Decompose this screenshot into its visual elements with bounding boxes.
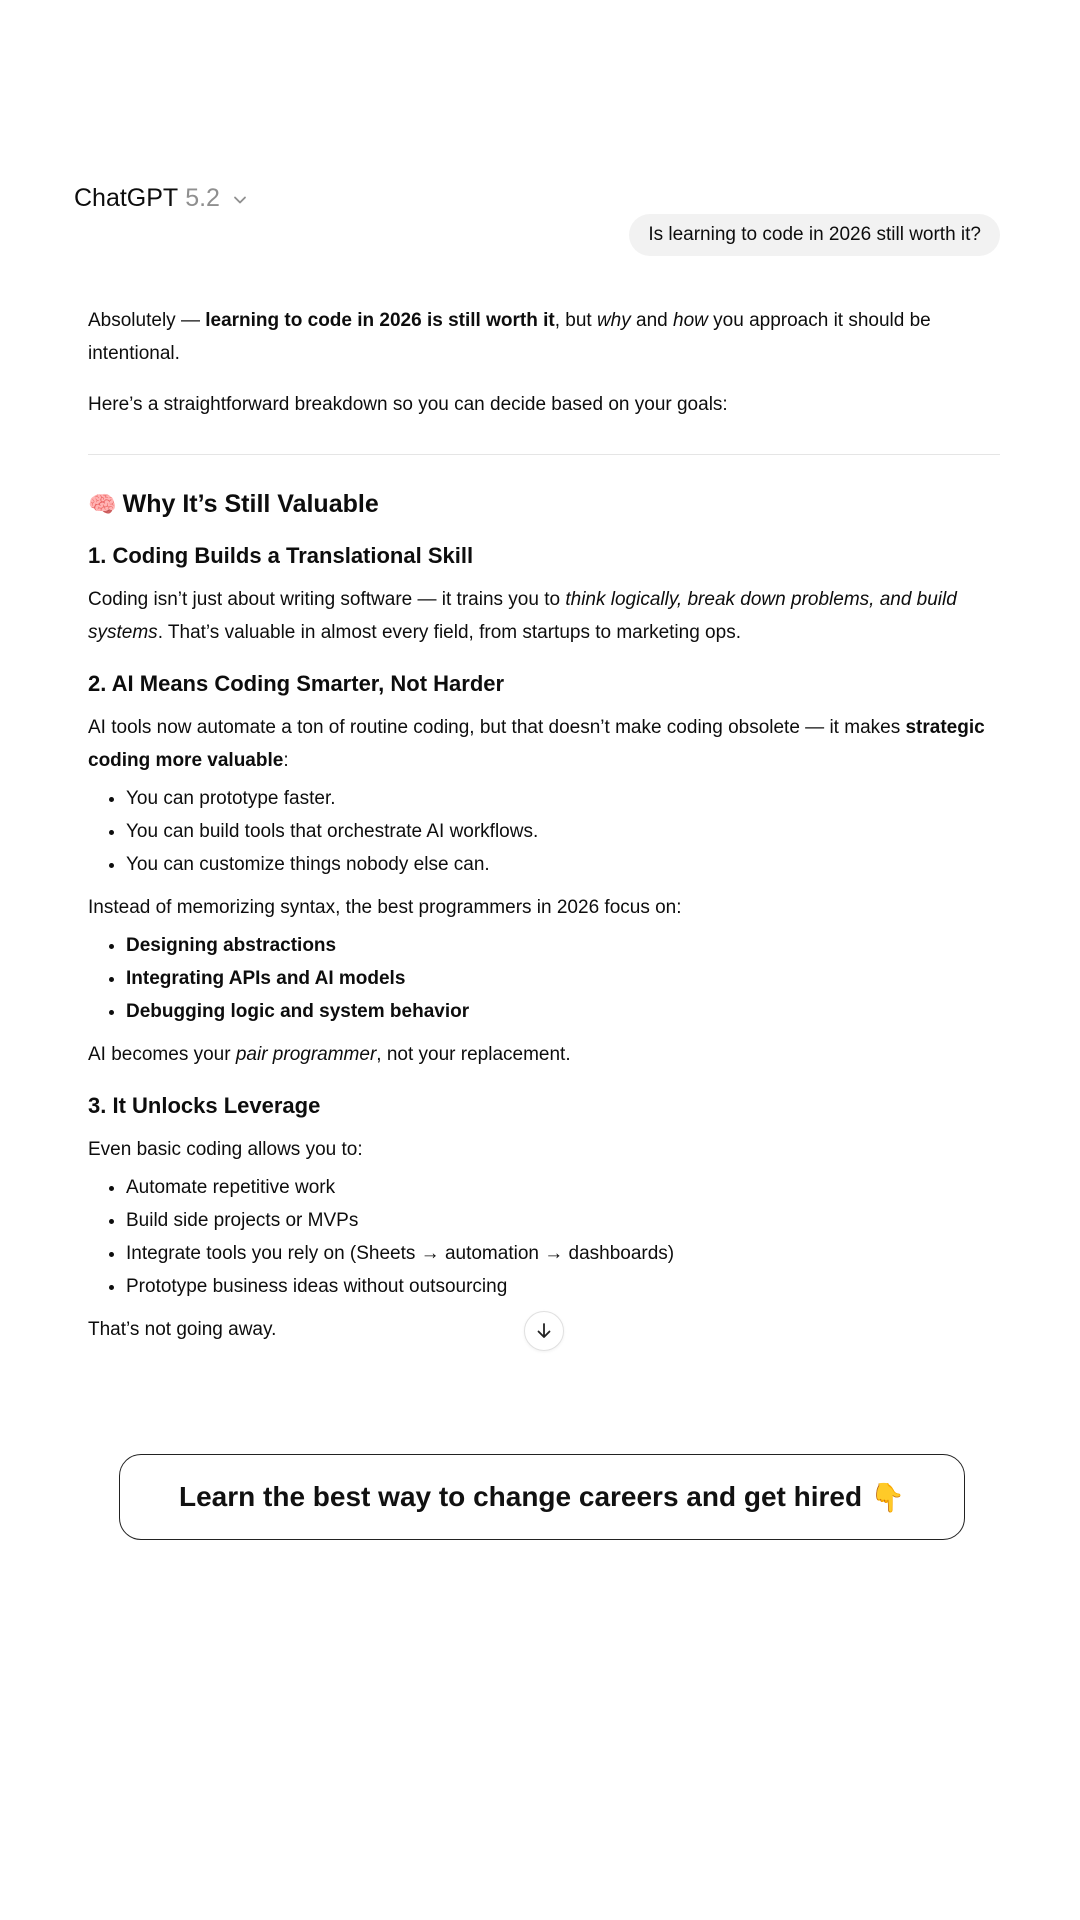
model-version: 5.2	[185, 184, 220, 212]
arrow-down-icon	[534, 1321, 554, 1341]
point-2-bullets	[88, 782, 1000, 881]
divider	[88, 454, 1000, 455]
breakdown-paragraph: Here’s a straightforward breakdown so you can decide based on your goals:	[88, 394, 728, 415]
list-item: • Integrate tools you rely on (Sheets → automation → dashboards)	[126, 1237, 1000, 1270]
point-3-bullets	[88, 1171, 1000, 1303]
list-item: • Debugging logic and system behavior	[126, 995, 1000, 1028]
point-3-title: 3. It Unlocks Leverage	[88, 1093, 321, 1118]
point-3-intro: Even basic coding allows you to:	[88, 1139, 363, 1160]
focus-bullets	[88, 929, 1000, 1028]
cta-banner[interactable]	[119, 1454, 965, 1540]
point-2-closing: AI becomes your pair programmer, not your replacement.	[88, 1044, 571, 1065]
list-item: • Prototype business ideas without outsourcing	[126, 1270, 1000, 1303]
section-heading	[88, 487, 1000, 521]
model-selector[interactable]	[74, 184, 250, 213]
point-1-paragraph: Coding isn’t just about writing software — it trains you to think logically, break down problems, and build systems. That’s valuable in almost every field, from startups to marketing ops.	[88, 589, 957, 643]
intro-paragraph: Absolutely — learning to code in 2026 is still worth it, but why and how you approach it should be intentional.	[88, 310, 931, 364]
chevron-down-icon	[230, 190, 250, 210]
list-item: • Build side projects or MVPs	[126, 1204, 1000, 1237]
cta-text: Learn the best way to change careers and get hired	[179, 1481, 863, 1512]
list-item: • Automate repetitive work	[126, 1171, 1000, 1204]
point-2-paragraph: AI tools now automate a ton of routine coding, but that doesn’t make coding obsolete — it makes strategic coding more valuable:	[88, 717, 985, 771]
list-item: • You can customize things nobody else can.	[126, 848, 1000, 881]
focus-intro: Instead of memorizing syntax, the best programmers in 2026 focus on:	[88, 897, 682, 918]
scroll-to-bottom-button[interactable]	[524, 1311, 564, 1351]
point-3-closing: That’s not going away.	[88, 1319, 277, 1340]
list-item: • Designing abstractions	[126, 929, 1000, 962]
list-item: • Integrating APIs and AI models	[126, 962, 1000, 995]
point-2-title: 2. AI Means Coding Smarter, Not Harder	[88, 671, 505, 696]
app-name: ChatGPT	[74, 184, 179, 212]
list-item: • You can build tools that orchestrate AI workflows.	[126, 815, 1000, 848]
point-1-title: 1. Coding Builds a Translational Skill	[88, 543, 474, 568]
list-item: • You can prototype faster.	[126, 782, 1000, 815]
section-title: Why It’s Still Valuable	[122, 490, 379, 518]
assistant-response	[88, 304, 1000, 1346]
brain-icon: 🧠	[88, 491, 117, 517]
user-message-bubble: Is learning to code in 2026 still worth it?	[629, 214, 1000, 256]
pointing-down-icon: 👇	[870, 1481, 905, 1513]
